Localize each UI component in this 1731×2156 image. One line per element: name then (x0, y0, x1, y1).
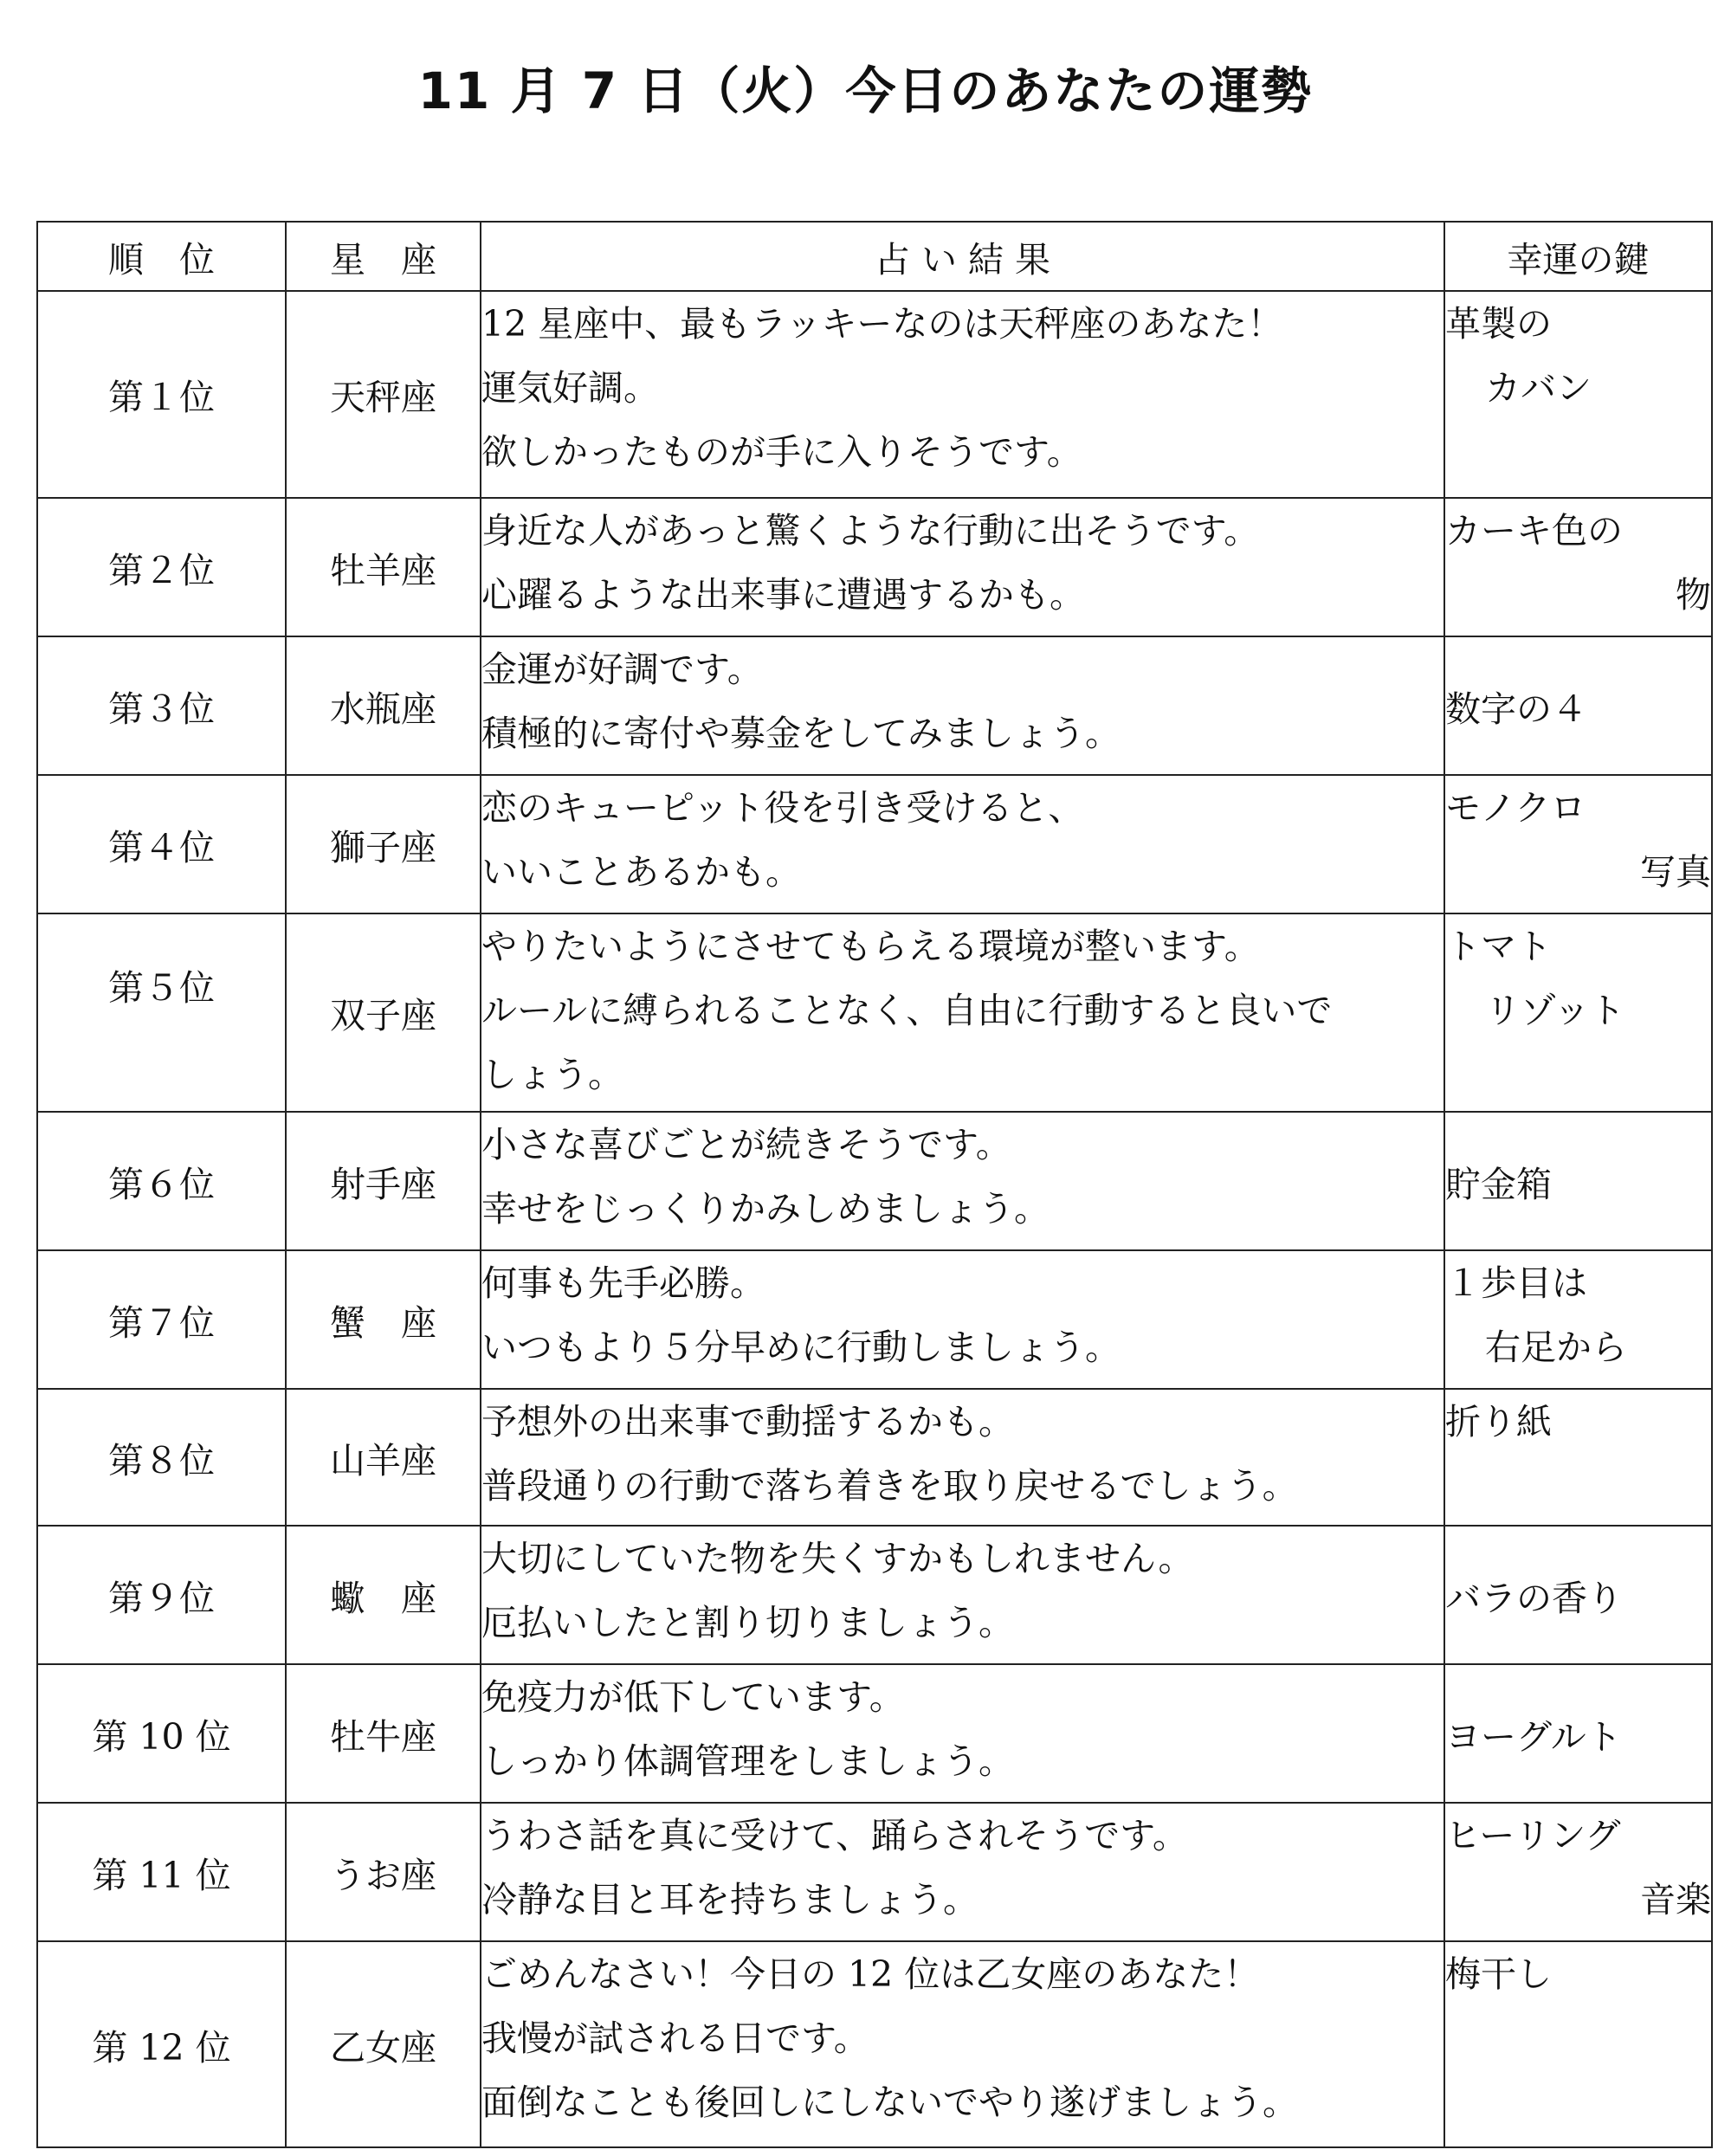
result-cell (481, 1389, 1444, 1526)
result-line: いいことあるかも。 (481, 851, 801, 893)
fortune-table (36, 221, 1713, 2148)
table-row (37, 775, 1712, 913)
key-cell (1444, 636, 1712, 775)
result-line: 欲しかったものが手に入りそうです。 (481, 431, 1082, 473)
result-line: うわさ話を真に受けて、踊らされそうです。 (481, 1815, 1188, 1856)
result-line: 冷静な目と耳を持ちましょう。 (481, 1879, 979, 1920)
result-line: 大切にしていた物を失くすかもしれません。 (481, 1538, 1194, 1579)
key-cell (1444, 913, 1712, 1112)
result-line: 運気好調。 (481, 367, 659, 409)
result-line: 普段通りの行動で落ち着きを取り戻せるでしょう。 (481, 1465, 1298, 1507)
result-cell (481, 636, 1444, 775)
sign-cell: 射手座 (286, 1112, 481, 1250)
key-line: 写真 (1640, 851, 1711, 893)
table-row (37, 1526, 1712, 1664)
sign-cell: 蟹 座 (286, 1250, 481, 1389)
key-line: １歩目は (1445, 1262, 1587, 1304)
rank-cell: 第６位 (37, 1112, 286, 1250)
result-line: 免疫力が低下しています。 (481, 1676, 905, 1718)
key-cell (1444, 291, 1712, 498)
key-line: モノクロ (1445, 787, 1586, 829)
key-line: バラの香り (1445, 1577, 1623, 1619)
table-row (37, 1941, 1712, 2147)
table-row (37, 1250, 1712, 1389)
sign-cell: 双子座 (286, 913, 481, 1112)
result-cell (481, 1112, 1444, 1250)
result-line: 厄払いしたと割り切りましょう。 (481, 1602, 1014, 1643)
table-header-row (37, 222, 1712, 291)
key-cell (1444, 1112, 1712, 1250)
header-sign: 星 座 (286, 222, 481, 291)
result-line: 小さな喜びごとが続きそうです。 (481, 1124, 1011, 1165)
result-line: 幸せをじっくりかみしめましょう。 (481, 1188, 1050, 1230)
result-cell (481, 1526, 1444, 1664)
sign-cell: 山羊座 (286, 1389, 481, 1526)
result-cell (481, 913, 1444, 1112)
sign-cell: 乙女座 (286, 1941, 481, 2147)
key-cell (1444, 1389, 1712, 1526)
rank-cell: 第５位 (37, 913, 286, 1112)
sign-cell: うお座 (286, 1803, 481, 1941)
result-cell (481, 1664, 1444, 1803)
result-line: 我慢が試される日です。 (481, 2017, 869, 2059)
key-line: 物 (1676, 574, 1711, 616)
result-line: しっかり体調管理をしましょう。 (481, 1740, 1014, 1782)
sign-cell: 獅子座 (286, 775, 481, 913)
rank-cell: 第９位 (37, 1526, 286, 1664)
key-cell (1444, 1941, 1712, 2147)
key-cell (1444, 775, 1712, 913)
result-line: 面倒なことも後回しにしないでやり遂げましょう。 (481, 2082, 1298, 2123)
result-line: 12 星座中、最もラッキーなのは天秤座のあなた！ (481, 303, 1283, 345)
key-line: カバン (1485, 367, 1592, 409)
result-line: 身近な人があっと驚くような行動に出そうです。 (481, 510, 1260, 552)
result-line: やりたいようにさせてもらえる環境が整います。 (481, 926, 1260, 967)
key-cell (1444, 1250, 1712, 1389)
header-key: 幸運の鍵 (1444, 222, 1712, 291)
result-cell (481, 1941, 1444, 2147)
result-line: 金運が好調です。 (481, 649, 763, 690)
result-line: 心躍るような出来事に遭遇するかも。 (481, 574, 1085, 616)
key-line: 右足から (1485, 1327, 1627, 1368)
key-cell (1444, 1526, 1712, 1664)
table-row (37, 498, 1712, 636)
key-line: 革製の (1445, 303, 1552, 345)
key-cell (1444, 1664, 1712, 1803)
sign-cell: 牡羊座 (286, 498, 481, 636)
result-line: ごめんなさい！今日の 12 位は乙女座のあなた！ (481, 1953, 1260, 1995)
result-line: 予想外の出来事で動揺するかも。 (481, 1401, 1014, 1443)
key-line: ヒーリング (1445, 1815, 1621, 1856)
table-row (37, 1803, 1712, 1941)
key-line: 貯金箱 (1445, 1163, 1552, 1205)
key-line: ヨーグルト (1445, 1715, 1622, 1758)
table-row (37, 291, 1712, 498)
table-row (37, 636, 1712, 775)
rank-cell: 第３位 (37, 636, 286, 775)
sign-cell: 蠍 座 (286, 1526, 481, 1664)
result-line: 積極的に寄付や募金をしてみましょう。 (481, 713, 1121, 754)
result-line: いつもより５分早めに行動しましょう。 (481, 1327, 1121, 1368)
header-rank: 順 位 (37, 222, 286, 291)
sign-cell: 天秤座 (286, 291, 481, 498)
key-line: 梅干し (1445, 1953, 1552, 1995)
result-line: ルールに縛られることなく、自由に行動すると良いで (481, 990, 1333, 1031)
rank-cell: 第２位 (37, 498, 286, 636)
rank-cell: 第１位 (37, 291, 286, 498)
table-row (37, 1112, 1712, 1250)
result-cell (481, 291, 1444, 498)
result-line: 何事も先手必勝。 (481, 1262, 765, 1304)
result-line: 恋のキューピット役を引き受けると、 (481, 787, 1084, 829)
key-line: 音楽 (1640, 1879, 1711, 1920)
table-row (37, 913, 1712, 1112)
key-line: 数字の４ (1445, 687, 1587, 730)
key-cell (1444, 1803, 1712, 1941)
sign-cell: 水瓶座 (286, 636, 481, 775)
key-line: トマト (1445, 926, 1552, 967)
key-line: リゾット (1485, 990, 1625, 1031)
result-line: しょう。 (481, 1054, 623, 1095)
result-cell (481, 1250, 1444, 1389)
rank-cell: 第 11 位 (37, 1803, 286, 1941)
header-result: 占 い 結 果 (481, 222, 1444, 291)
table-row (37, 1664, 1712, 1803)
rank-cell: 第 10 位 (37, 1664, 286, 1803)
result-cell (481, 498, 1444, 636)
key-line: 折り紙 (1445, 1401, 1552, 1443)
key-line: カーキ色の (1445, 510, 1623, 552)
table-row (37, 1389, 1712, 1526)
rank-cell: 第７位 (37, 1250, 286, 1389)
sign-cell: 牡牛座 (286, 1664, 481, 1803)
rank-cell: 第 12 位 (37, 1941, 286, 2147)
result-cell (481, 775, 1444, 913)
result-cell (481, 1803, 1444, 1941)
key-cell (1444, 498, 1712, 636)
rank-cell: 第８位 (37, 1389, 286, 1526)
page-title: 11 月 7 日（火）今日のあなたの運勢 (417, 61, 1314, 120)
rank-cell: 第４位 (37, 775, 286, 913)
